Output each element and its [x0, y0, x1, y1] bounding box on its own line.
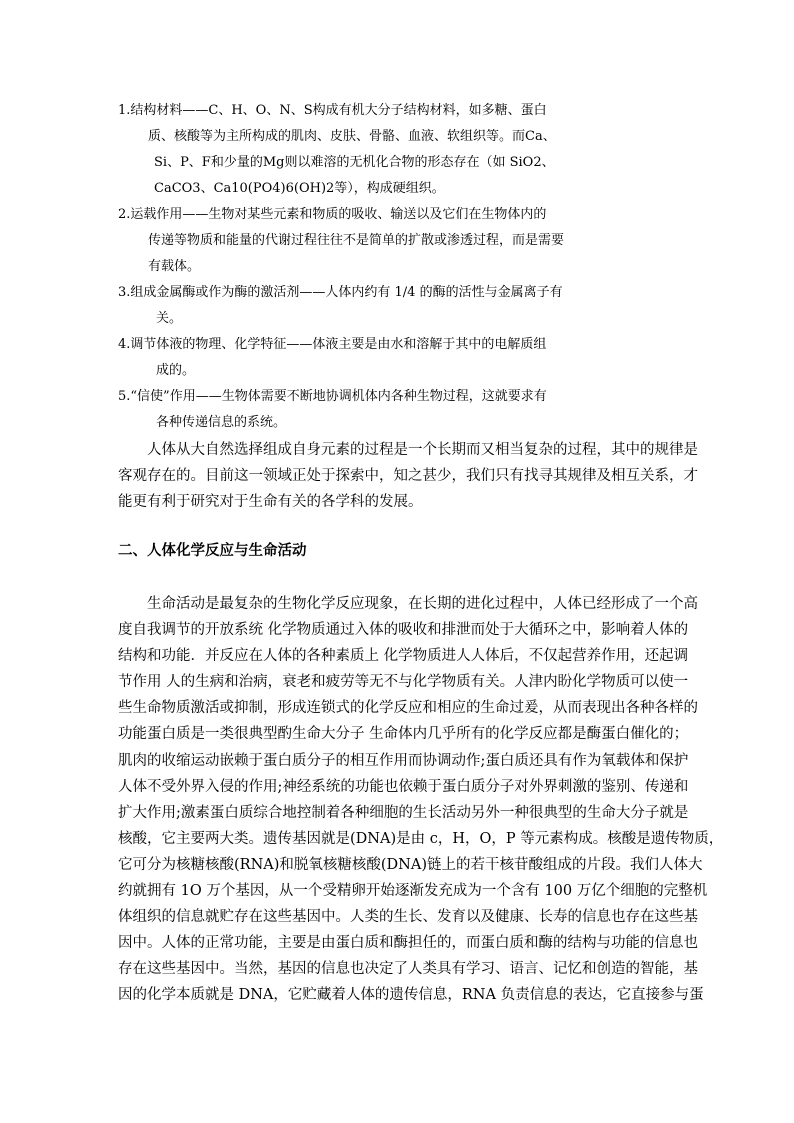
list-item-line: 传递等物质和能量的代谢过程往往不是简单的扩散或渗透过程，而是需要: [148, 233, 565, 248]
list-item-line: 1.结构材料——C、H、O、N、S构成有机大分子结构材料，如多糖、蛋白: [118, 103, 547, 118]
list-item-line: 有载体。: [148, 259, 201, 274]
conclusion-paragraph: [118, 437, 698, 515]
list-item: [118, 202, 618, 280]
paragraph-line: 生命活动是最复杂的生物化学反应现象，在长期的进化过程中，人体已经形成了一个高: [147, 596, 698, 612]
paragraph-line: 度自我调节的开放系统 化学物质通过入体的吸收和排泄而处于大循环之中，影响着人体的: [118, 622, 689, 639]
list-item: [118, 98, 618, 202]
paragraph-line: 存在这些基因中。当然，基因的信息也决定了人类具有学习、语言、记忆和创造的智能，基: [118, 961, 698, 978]
section-heading: 二、人体化学反应与生命活动: [118, 543, 307, 559]
list-item-line: 质、核酸等为主所构成的肌肉、皮肤、骨骼、血液、软组织等。而Ca、: [148, 129, 556, 144]
body-paragraph: [118, 591, 724, 1009]
paragraph-line: 核酸，它主要两大类。遗传基因就是(DNA)是由 c，H，O，P 等元素构成。核酸是遗传物质，: [118, 830, 724, 847]
paragraph-line: 扩大作用;激素蛋白质综合地控制着各种细胞的生长活动另外一种很典型的生命大分子就是: [118, 804, 689, 821]
list-item-line: 5.“信使”作用——生物体需要不断地协调机体内各种生物过程，这就要求有: [118, 389, 547, 404]
list-item-line: 各种传递信息的系统。: [156, 415, 287, 430]
paragraph-line: 结构和功能．并反应在人体的各种素质上 化学物质进人人体后，不仅起营养作用，还起调: [118, 648, 689, 665]
paragraph-line: 节作用 人的生病和治病，衰老和疲劳等无不与化学物质有关。人津内盼化学物质可以使一: [118, 674, 689, 691]
list-item: [118, 332, 618, 384]
list-item: [118, 384, 618, 436]
paragraph-line: 因的化学本质就是 DNA，它贮藏着人体的遗传信息，RNA 负责信息的表达，它直接参与蛋: [118, 987, 704, 1004]
list-item-line: 关。: [156, 311, 183, 326]
paragraph-line: 体组织的信息就贮存在这些基因中。人类的生长、发育以及健康、长寿的信息也存在这些基: [118, 909, 698, 926]
list-item-line: CaCO3、Ca10(PO4)6(OH)2等），构成硬组织。: [154, 181, 445, 196]
paragraph-line: 它可分为核糖核酸(RNA)和脱氧核糖核酸(DNA)链上的若干核苷酸组成的片段。我们人体大: [118, 856, 703, 873]
list-item: [118, 280, 618, 332]
list-item-line: 2.运载作用——生物对某些元素和物质的吸收、输送以及它们在生物体内的: [118, 207, 547, 222]
list-item-line: 成的。: [156, 363, 196, 378]
paragraph-line: 人体从大自然选择组成自身元素的过程是一个长期而又相当复杂的过程，其中的规律是: [147, 442, 698, 458]
paragraph-line: 肌肉的收缩运动嵌赖于蛋白质分子的相互作用而协调动作;蛋白质还具有作为氧载体和保护: [118, 752, 689, 769]
paragraph-line: 客观存在的。目前这一领域正处于探索中，知之甚少，我们只有找寻其规律及相互关系，才: [118, 468, 698, 484]
list-item-line: Si、P、F和少量的Mg则以难溶的无机化合物的形态存在（如 SiO2、: [154, 155, 555, 170]
paragraph-line: 因中。人体的正常功能，主要是由蛋白质和酶担任的，而蛋白质和酶的结构与功能的信息也: [118, 935, 698, 952]
list-item-line: 3.组成金属酶或作为酶的激活剂——人体内约有 1/4 的酶的活性与金属离子有: [118, 285, 563, 300]
paragraph-line: 些生命物质激活或抑制，形成连锁式的化学反应和相应的生命过爰，从而表现出各种各样的: [118, 700, 698, 717]
paragraph-line: 约就拥有 1O 万个基因，从一个受精卵开始逐渐发充成为一个含有 100 万亿个细胞的完整机: [118, 883, 708, 900]
paragraph-line: 人体不受外界入侵的作用;神经系统的功能也依赖于蛋白质分子对外界刺激的鉴别、传递和: [118, 778, 689, 795]
element-function-list: [118, 98, 618, 436]
list-item-line: 4.调节体液的物理、化学特征——体液主要是由水和溶解于其中的电解质组: [118, 337, 547, 352]
paragraph-line: 能更有利于研究对于生命有关的各学科的发展。: [118, 494, 423, 510]
paragraph-line: 功能蛋白质是一类很典型酌生命大分子 生命体内几乎所有的化学反应都是酶蛋白催化的；: [118, 726, 689, 743]
